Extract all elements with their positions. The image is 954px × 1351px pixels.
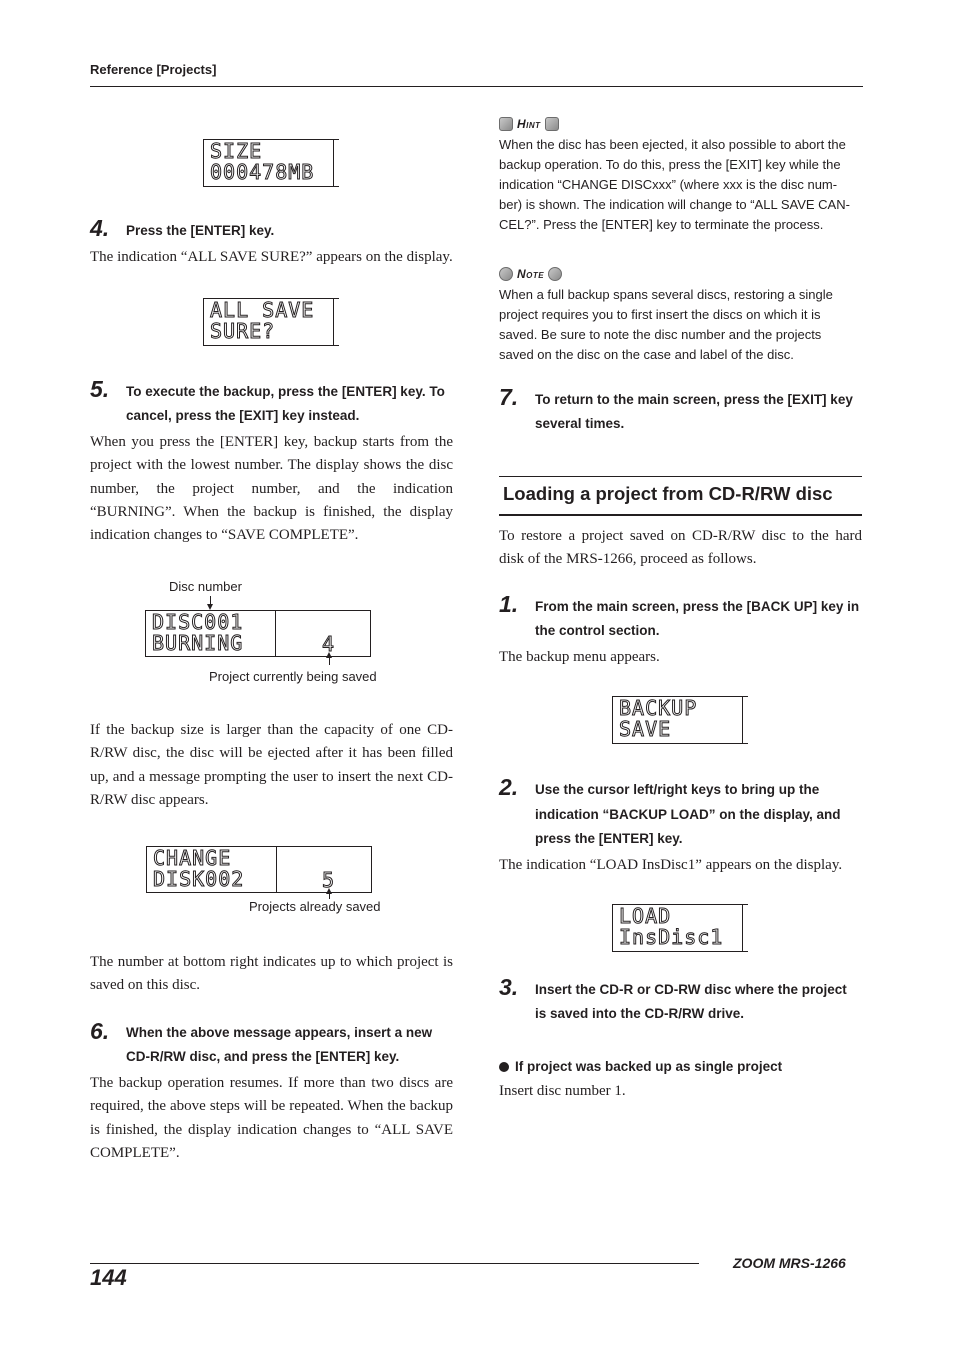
- step-number: 2.: [499, 774, 519, 800]
- step-number: 4.: [90, 215, 110, 241]
- lcd-display-size: [203, 139, 339, 187]
- step-instruction: several times.: [535, 416, 625, 431]
- step-instruction: cancel, press the [EXIT] key instead.: [126, 408, 360, 423]
- running-header: Reference [Projects]: [90, 62, 217, 77]
- step-instruction: From the main screen, press the [BACK UP] key in: [535, 599, 860, 614]
- page-number: 144: [90, 1265, 127, 1290]
- header-rule: [90, 86, 863, 87]
- lcd-divider: [333, 299, 334, 345]
- body-paragraph: If the backup size is larger than the capacity of one CD-R/RW disc, the disc will be ejected after it has been filled up, and a message prompting the user to insert the next CD-R/RW disc appears.: [90, 722, 453, 808]
- body-paragraph: The indication “ALL SAVE SURE?” appears on the display.: [90, 249, 453, 265]
- lcd-line-2: 000478MB: [210, 160, 315, 184]
- hint-line: indication “CHANGE DISCxxx” (where xxx is the disc num-: [499, 177, 838, 192]
- hint-line: backup operation. To do this, press the [EXIT] key while the: [499, 157, 841, 172]
- lcd-line-2: DISK002: [153, 867, 245, 891]
- lcd-line-1: DISC001: [152, 610, 244, 634]
- lcd-line-1: LOAD: [619, 904, 672, 928]
- section-title: Loading a project from CD-R/RW disc: [503, 483, 833, 504]
- bullet-heading: [499, 1059, 782, 1074]
- step-instruction: Insert the CD-R or CD-RW disc where the project: [535, 982, 847, 997]
- body-paragraph: To restore a project saved on CD-R/RW disc to the hard disk of the MRS-1266, proceed as follows.: [499, 528, 862, 568]
- step-instruction: To execute the backup, press the [ENTER] key. To: [126, 384, 445, 399]
- step-number: 7.: [499, 384, 519, 410]
- lcd-display-backup: [612, 696, 748, 744]
- bullet-icon: [499, 1062, 509, 1072]
- step-instruction: is saved into the CD-R/RW drive.: [535, 1006, 745, 1021]
- note-text: [499, 285, 833, 365]
- step-instruction: indication “BACKUP LOAD” on the display, and: [535, 807, 841, 822]
- hint-icon: [499, 117, 513, 131]
- lcd-project-digit: 5: [322, 868, 335, 892]
- disc-number-caption: Disc number: [169, 579, 242, 594]
- body-paragraph: The number at bottom right indicates up to which project is saved on this disc.: [90, 954, 453, 994]
- lcd-line-2: BURNING: [152, 631, 244, 655]
- note-icon: [548, 267, 562, 281]
- lcd-line-2: SAVE: [619, 717, 672, 741]
- note-line: saved. Be sure to note the disc number and the projects: [499, 327, 822, 342]
- note-line: saved on the disc on the case and label of the disc.: [499, 347, 794, 362]
- section-rule-top: [499, 476, 862, 477]
- step-instruction: the control section.: [535, 623, 660, 638]
- note-icon: [499, 267, 513, 281]
- bullet-heading-text: If project was backed up as single project: [515, 1059, 783, 1074]
- step-instruction: Press the [ENTER] key.: [126, 223, 275, 238]
- hint-text: [499, 135, 850, 235]
- note-line: project requires you to first insert the discs on which it is: [499, 307, 821, 322]
- body-paragraph: The backup menu appears.: [499, 649, 660, 665]
- lcd-line-2: SURE?: [210, 319, 276, 343]
- hint-line: When the disc has been ejected, it also possible to abort the: [499, 137, 846, 152]
- lcd-display-burning: [145, 610, 371, 657]
- lcd-divider: [275, 611, 276, 656]
- hint-line: CEL?”. Press the [ENTER] key to terminate the process.: [499, 217, 824, 232]
- step-instruction: press the [ENTER] key.: [535, 831, 683, 846]
- lcd-line-1: CHANGE: [153, 846, 232, 870]
- lcd-project-digit: 4: [322, 632, 335, 656]
- step-instruction: Use the cursor left/right keys to bring up the: [535, 782, 820, 797]
- lcd-line-2: InsDisc1: [619, 925, 724, 949]
- lcd-line-1: SIZE: [210, 139, 263, 163]
- lcd-display-all-save: [203, 298, 339, 346]
- lcd-divider: [742, 905, 743, 951]
- hint-icon: [545, 117, 559, 131]
- step-instruction: To return to the main screen, press the [EXIT] key: [535, 392, 853, 407]
- note-line: When a full backup spans several discs, restoring a single: [499, 287, 833, 302]
- hint-line: ber) is shown. The indication will change to “ALL SAVE CAN-: [499, 197, 850, 212]
- hint-label: Hint: [517, 117, 541, 131]
- body-paragraph: The backup operation resumes. If more than two discs are required, the above steps will be repeated. When the backup is finished, the display indication changes to “ALL SAVE COMPLETE”.: [90, 1075, 453, 1161]
- step-instruction: When the above message appears, insert a new: [126, 1025, 433, 1040]
- footer-rule: [90, 1263, 699, 1264]
- step-number: 5.: [90, 376, 110, 402]
- lcd-line-1: ALL SAVE: [210, 298, 315, 322]
- section-rule-bottom: [499, 514, 862, 516]
- lcd-display-load: [612, 904, 748, 952]
- hint-badge: [499, 117, 559, 131]
- step-number: 1.: [499, 591, 519, 617]
- lcd-divider: [276, 847, 277, 892]
- body-paragraph: Insert disc number 1.: [499, 1083, 626, 1099]
- lcd-divider: [333, 140, 334, 186]
- project-saving-caption: Project currently being saved: [209, 669, 377, 684]
- lcd-divider: [742, 697, 743, 743]
- lcd-display-change-disk: [146, 846, 372, 893]
- note-label: Note: [517, 267, 545, 281]
- step-number: 6.: [90, 1018, 110, 1044]
- projects-saved-caption: Projects already saved: [249, 899, 381, 914]
- caption-arrow-line: [329, 657, 330, 665]
- product-model: ZOOM MRS-1266: [733, 1255, 846, 1271]
- body-paragraph: The indication “LOAD InsDisc1” appears on the display.: [499, 857, 843, 873]
- note-badge: [499, 267, 562, 281]
- step-number: 3.: [499, 974, 519, 1000]
- step-instruction: CD-R/RW disc, and press the [ENTER] key.: [126, 1049, 400, 1064]
- lcd-line-1: BACKUP: [619, 696, 698, 720]
- body-paragraph: When you press the [ENTER] key, backup starts from the project with the lowest number. The display shows the disc number, the project number, and the indication “BURNING”. When the backup is finished, the display indication changes to “SAVE COMPLETE”.: [90, 434, 453, 544]
